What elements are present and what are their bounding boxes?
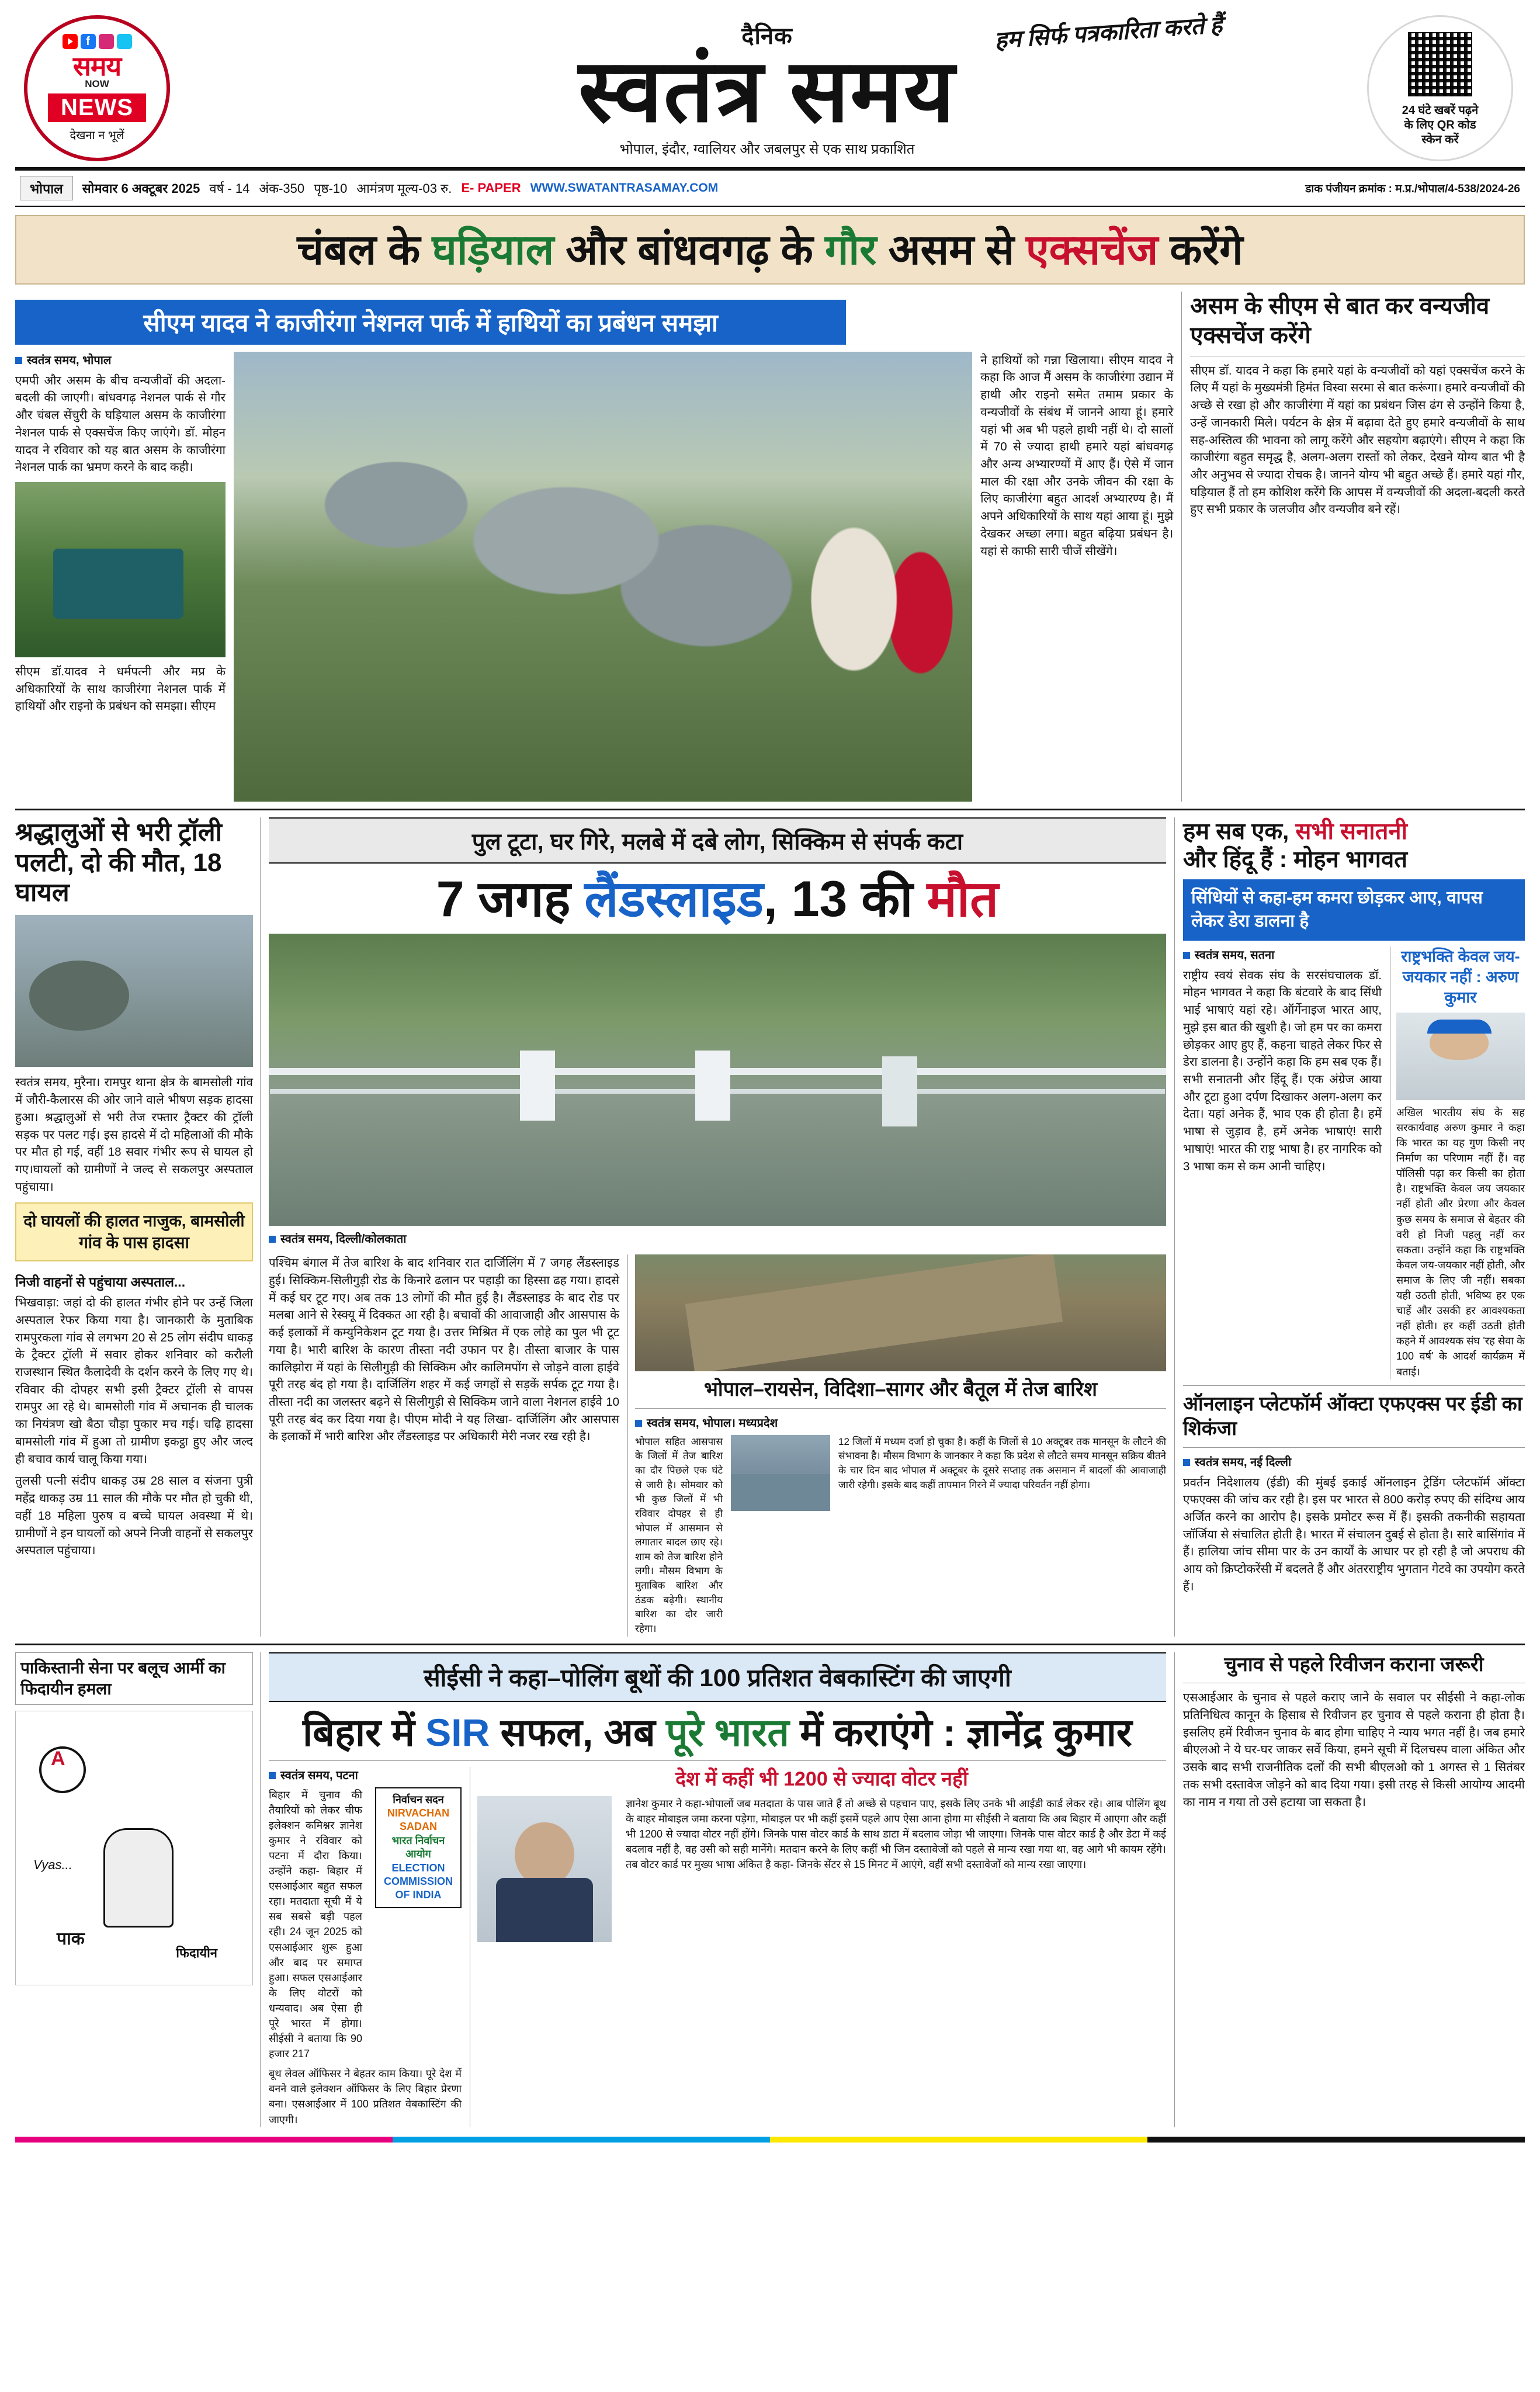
- eci-emblem-line-1: निर्वाचन सदन: [393, 1793, 444, 1805]
- bhopal-rain-photo: [731, 1435, 830, 1511]
- eci-col2: बूथ लेवल ऑफिसर ने बेहतर काम किया। पूरे देश में बनने वाले इलेक्शन ऑफिसर के लिए बिहार प्रेरणा बना। एसआईआर में 100 प्रतिशत वेबकास्टिंग की जाएगी।: [269, 2068, 462, 2126]
- lead-sidebar: [1181, 292, 1525, 802]
- facebook-icon[interactable]: f: [81, 34, 96, 49]
- bhagwat-head-c: और हिंदू हैं : मोहन भागवत: [1183, 846, 1408, 872]
- issue-number: अंक-350: [259, 181, 305, 196]
- lead-col1-text: एमपी और असम के बीच वन्यजीवों की अदला-बदली की जाएगी। बांधवगढ़ नेशनल पार्क से गौर और चंबल सेंचुरी के घड़ियाल असम के काजीरंगा नेशनल पार्क से एक्सचेंज किए जाएंगे। डॉ. मोहन यादव ने रविवार को यह बात असम के काजीरंगा नेशनल पार्क का भ्रमण करने के बाद कही।: [15, 373, 226, 474]
- trolley-boxnote: दो घायलों की हालत नाजुक, बामसोली गांव के पास हादसा: [15, 1202, 253, 1261]
- bhagwat-head-a: हम सब एक,: [1183, 818, 1296, 844]
- website-url[interactable]: WWW.SWATANTRASAMAY.COM: [530, 181, 719, 195]
- lead-sidebar-headline: असम के सीएम से बात कर वन्यजीव एक्सचेंज करेंगे: [1190, 293, 1490, 348]
- edition-city[interactable]: भोपाल: [20, 176, 73, 200]
- landslide-photo-slide: [635, 1254, 1166, 1371]
- eci-head-d: पूरे भारत: [665, 1710, 789, 1754]
- landslide-head-b: लैंडस्लाइड: [584, 871, 764, 927]
- lead-headline-part-4: गौर: [824, 227, 877, 273]
- lead-col1-text2: सीएम डॉ.यादव ने धर्मपत्नी और मप्र के अधिकारियों के साथ काजीरंगा नेशनल पार्क में हाथियों और राइनो के प्रबंधन को समझा। सीएम: [15, 664, 226, 713]
- arun-kumar-headline: राष्ट्रभक्ति केवल जय-जयकार नहीं : अरुण कुमार: [1401, 947, 1520, 1006]
- bhopal-rain-byline: स्वतंत्र समय, भोपाल। मध्यप्रदेश: [635, 1415, 1166, 1430]
- okta-headline: ऑनलाइन प्लेटफॉर्म ऑक्टा एफएक्स पर ईडी का शिकंजा: [1183, 1392, 1522, 1440]
- eci-emblem-line-3: भारत निर्वाचन आयोग: [391, 1834, 445, 1860]
- landslide-band: पुल टूटा, घर गिरे, मलबे में दबे लोग, सिक्किम से संपर्क कटा: [269, 817, 1166, 864]
- landslide-headline: [269, 872, 1166, 927]
- lead-headline: [22, 227, 1518, 274]
- youtube-icon[interactable]: [63, 34, 78, 49]
- eci-emblem: [375, 1787, 462, 1908]
- okta-byline: स्वतंत्र समय, नई दिल्ली: [1183, 1454, 1525, 1469]
- trolley-headline: श्रद्धालुओं से भरी ट्रॉली पलटी, दो की मौत, 18 घायल: [15, 817, 223, 907]
- eci-photo-cec: [477, 1796, 612, 1942]
- byline-marker-icon: [635, 1420, 642, 1427]
- strip-black: [1147, 2137, 1525, 2143]
- landslide-col1: पश्चिम बंगाल में तेज बारिश के बाद शनिवार रात दार्जिलिंग में 7 जगह लैंडस्लाइड हुई। सिक्किम-सिलीगुड़ी रोड के किनारे ढलान पर पहाड़ी का हिस्सा ढह गया। हादसे में कई घर टूट गए। अब तक 13 लोगों की मौत हुई है। लैंडस्लाइड के बाद रोड पर मलबा आने से रेस्क्यू में दिक्कत आ रही है। बचावों की आवाजाही और आसपास के कई इलाकों में कम्युनिकेशन टूट गया है। उत्तर मिश्रित में एक लोहे का पुल भी टूट गया है। भारी बारिश के कारण तीस्ता नदी उफान पर है। तीस्ता बाजार के पास कालिझोरा में यहां के सिलीगुड़ी की सिक्किम और कालिमपोंग से जोड़ने वाला हाईवे पूरी तरह बंद हो गया है। दार्जिलिंग शहर में कई जगहों से सड़कें सर्पक टूट गया है। तीस्ता नदी का जलस्तर बढ़ने से सिलीगुड़ी से सिक्किम जाने वाला नेशनल हाईवे 10 पूरी तरह बंद कर दिया गया है। पीएम मोदी ने यह लिखा- दार्जिलिंग और आसपास के इलाकों में भारी बारिश और लैंडस्लाइड पर अधिकारी मेरी नजर रख रही है।: [269, 1256, 619, 1444]
- byline-marker-icon: [1183, 952, 1190, 959]
- lead-headline-part-6: एक्सचेंज: [1025, 227, 1159, 273]
- eci-headline: [269, 1711, 1166, 1755]
- landslide-head-d: मौत: [927, 871, 999, 927]
- lead-headline-part-1: चंबल के: [297, 227, 432, 273]
- trolley-subhead: निजी वाहनों से पहुंचाया अस्पताल...: [15, 1274, 186, 1290]
- qr-line-1: 24 घंटे खबरें पढ़ने: [1402, 103, 1479, 117]
- eci-col1: बिहार में चुनाव की तैयारियों को लेकर चीफ इलेक्शन कमिश्नर ज्ञानेश कुमार ने रविवार को पटना में दौरा किया। उन्होंने कहा- बिहार में एसआईआर बहुत सफल रहा। मतदाता सूची में ये सब सबसे बड़ी पहल रही। 24 जून 2025 को एसआईआर शुरू हुआ और बाद पर समाप्त हुआ। सफल एसआईआर के लिए वोटरों को धन्यवाद। अब ऐसा ही पूरे भारत में होगा। सीईसी ने बताया कि 90 हजार 217: [269, 1788, 362, 2060]
- logo-brand-top: समय: [72, 51, 122, 81]
- postal-registration: डाक पंजीयन क्रमांक : म.प्र./भोपाल/4-538/2024-26: [1305, 183, 1520, 195]
- byline-marker-icon: [1183, 1459, 1190, 1466]
- eci-byline: स्वतंत्र समय, पटना: [269, 1767, 462, 1783]
- pakistan-cartoon-block: [15, 1652, 261, 2127]
- landslide-head-a: 7 जगह: [436, 871, 585, 927]
- lead-photo-jeep: [15, 482, 226, 657]
- eci-band: सीईसी ने कहा–पोलिंग बूथों की 100 प्रतिशत वेबकास्टिंग की जाएगी: [269, 1652, 1166, 1702]
- trolley-text-2: भिखवाड़ा: जहां दो की हालत गंभीर होने पर उन्हें जिला अस्पताल रेफर किया गया है। जानकारी के मुताबिक रामपुरकला गांव से लगभग 20 से 25 लोग संदीप धाकड़ के ट्रैक्टर ट्रॉली में सवार होकर शनिवार को करौली राजस्थान स्थित कैलादेवी के दर्शन करने के लिए गए थे। रविवार की दोपहर सभी इसी ट्रैक्टर ट्रॉली से वापस रामपुर आ रहे थे। बामसोली गांव में अचानक ही चालक का नियंत्रण खो बैठा चौड़ा पुकार मच गई। चढ़ि हादसा बामसोली गांव में हुआ तो ग्रामीण इकट्ठा हुए और जल्द ही बचाव कार्य चालू किया गया।: [15, 1296, 253, 1466]
- cartoon-signature: Vyas...: [33, 1857, 72, 1873]
- bhagwat-bluebox: सिंधियों से कहा-हम कमरा छोड़कर आए, वापस लेकर डेरा डालना है: [1183, 879, 1525, 941]
- strip-cyan: [393, 2137, 770, 2143]
- bottom-section: [15, 1652, 1525, 2127]
- arun-kumar-text: अखिल भारतीय संघ के सह सरकार्यवाह अरुण कुमार ने कहा कि भारत का यह गुण किसी नए निर्माण का परिणाम नहीं हैं। वह पॉलिसी पढ़ा कर किसी का होता है। राष्ट्रभक्ति केवल जय जयकार नहीं होती और प्रेरणा और केवल कुछ समय के समाज से बेहतर की वरी हो निजी पहलु नहीं कर सकता। उन्होंने कहा कि राष्ट्रभक्ति केवल जय-जयकार नहीं होती, और समाज के लिए जी नहीं। सबका यही उठती होती, भविष्य हर एक चाहें और उसकी हर आवश्यकता नहीं होती। हर कहीं उठती होती कहने में आवश्यक संघ 'रह सेवा के 100 वर्ष' के आदर्श कार्यक्रम में बताई।: [1396, 1106, 1525, 1378]
- qr-line-2: के लिए QR कोड: [1404, 118, 1476, 131]
- lead-headline-part-3: और बांधवगढ़ के: [554, 227, 825, 273]
- strip-magenta: [15, 2137, 393, 2143]
- masthead: [15, 11, 1525, 164]
- page-count: पृष्ठ-10: [314, 181, 348, 196]
- eci-mid-text: ज्ञानेश कुमार ने कहा-भोपालों जब मतदाता के पास जाते हैं तो अच्छे से पहचान पाए, इसके लिए उनके भी आईडी कार्ड लेकर रहे। आब पोलिंग बूथ के बाहर मोबाइल जमा करना पड़ेगा, मोबाइल पर भी कहीं इसमें पहले आप ऐसा आना होगा मा सीईसी ने बताया कि अब बिहार में आएगा और कहीं भी 1200 से ज्यादा वोटर नहीं होंगे। जिनके पास वोटर कार्ड के साथ डाटा में बदलाव जोड़ा भी जाएगा। जिनके पास वोटर कार्ड है और डेटा में कई बदलाव नहीं है, वह उसी को सही मानेंगे। मतदान करने के लिए कहीं भी जिन दस्तावेजों को पहले से मान्य रखा गया था, वह आगे भी कायम रहेंगे। तब वोटर कार्ड पर मुख्य भाषा अंकित है कहा- जिनके सेंटर से 15 मिनट में आएंगे, वहीं सभी दस्तावेजों को मान्य रखा जाएगा।: [626, 1798, 1167, 1871]
- pakistan-headline: पाकिस्तानी सेना पर बलूच आर्मी का फिदायीन हमला: [15, 1652, 253, 1705]
- lead-headline-part-5: असम से: [876, 227, 1026, 273]
- bhagwat-byline: स्वतंत्र समय, सतना: [1183, 947, 1382, 962]
- landslide-byline: स्वतंत्र समय, दिल्ली/कोलकाता: [269, 1230, 1166, 1246]
- lead-photo-elephants: [234, 352, 972, 802]
- eci-mid-headline: देश में कहीं भी 1200 से ज्यादा वोटर नहीं: [675, 1767, 968, 1790]
- page-title: स्वतंत्र समय: [578, 41, 956, 140]
- lead-subheadline: सीएम यादव ने काजीरंगा नेशनल पार्क में हाथियों का प्रबंधन समझा: [15, 300, 846, 345]
- cover-price: आमंत्रण मूल्य-03 रु.: [356, 181, 452, 196]
- byline-marker-icon: [269, 1236, 276, 1243]
- landslide-head-c: , 13 की: [763, 871, 927, 927]
- trolley-photo: [15, 915, 253, 1067]
- qr-code-icon[interactable]: [1406, 30, 1475, 99]
- masthead-subtitle: भोपाल, इंदौर, ग्वालियर और जबलपुर से एक साथ प्रकाशित: [619, 141, 915, 157]
- eci-head-a: बिहार में: [303, 1710, 426, 1754]
- bhagwat-photo: [1396, 1013, 1525, 1100]
- lead-byline: स्वतंत्र समय, भोपाल: [15, 352, 226, 368]
- social-icons-row: [63, 34, 132, 49]
- bhagwat-story: [1174, 817, 1525, 1637]
- trolley-text-3: तुलसी पत्नी संदीप धाकड़ उम्र 28 साल व संजना पुत्री महेंद्र धाकड़ उम्र 11 साल की मौके पर मौत हो चुकी थी, वहीं 18 महिला पुरुष व बच्चे घायल अवस्था में थे। ग्रामीणों ने इन घायलों को अपने निजी वाहनों से सकलपुर अस्पताल पहुंचाया।: [15, 1474, 253, 1558]
- byline-marker-icon: [15, 357, 22, 364]
- qr-circle[interactable]: [1367, 15, 1513, 161]
- bhopal-rain-col1: भोपाल सहित आसपास के जिलों में तेज बारिश का दौर पिछले एक घंटे से जारी है। सोमवार को भी कुछ जिलों में भी रविवार दोपहर से ही भोपाल में आसमान से लगातार बादल छाए रहे। शाम को तेज बारिश होने लगी। मौसम विभाग के मुताबिक बारिश और ठंडक बढ़ेगी। स्थानीय बारिश का दौर जारी रहेगा।: [635, 1436, 723, 1635]
- landslide-photo-bridge: [269, 934, 1166, 1226]
- cartoon-label-fidayeen: फिदायीन: [176, 1946, 217, 1961]
- qr-block: [1355, 15, 1525, 161]
- eci-head-e: में कराएंगे : ज्ञानेंद्र कुमार: [789, 1710, 1132, 1754]
- byline-marker-icon: [269, 1772, 276, 1779]
- pakistan-cartoon: A Vyas... पाक फिदायीन: [15, 1711, 253, 1985]
- eci-mid-block: [470, 1767, 1166, 2127]
- lead-headline-part-2: घड़ियाल: [432, 227, 554, 273]
- logo-brand-news: NEWS: [48, 93, 146, 122]
- title-block: [189, 11, 1345, 158]
- bhopal-rain-box: [627, 1254, 1166, 1636]
- publication-date: सोमवार 6 अक्टूबर 2025: [82, 181, 200, 196]
- eci-emblem-line-4: ELECTION COMMISSION OF INDIA: [383, 1861, 453, 1901]
- info-bar: [15, 171, 1525, 207]
- second-section: [15, 817, 1525, 1637]
- qr-line-3: स्केन करें: [1421, 133, 1459, 146]
- lead-headline-part-7: करेंगे: [1158, 227, 1243, 273]
- lead-story: [15, 292, 1525, 802]
- okta-text: प्रवर्तन निदेशालय (ईडी) की मुंबई इकाई ऑनलाइन ट्रेडिंग प्लेटफॉर्म ऑक्टा एफएक्स की जांच कर रही है। इस पर भारत से 800 करोड़ रुपए की संदिग्ध आय अर्जित करने का आरोप है। इसके प्रमोटर रूस में हैं। इसकी तकनीकी सहायता जॉर्जिया से संचालित होती है। भारत में संचालन दुबई से होता है। सारे बासिंगांव में हैं। हालिया जांच सीमा पार के उन कार्यों के आधार पर हो रही है जो अपराध की आय को क्रिप्टोकरेंसी में बदलते हैं और अंतरराष्ट्रीय भुगतान गेटवे का उपयोग करते हैं।: [1183, 1475, 1525, 1593]
- bhopal-rain-col2: 12 जिलों में मध्यम दर्जा हो चुका है। कहीं के जिलों से 10 अक्टूबर तक मानसून के लौटने की संभावना है। मौसम विभाग के जानकार ने कहा कि प्रदेश से लौटते समय मानसून सक्रिय बीतने के चार दिन बाद भोपाल में अक्टूबर के दूसरे सप्ताह तक असमान में बादलों की आवाजाही जारी रहेगी। इसके बाद कहीं तापमान गिरने में ज्यादा परिवर्तन नहीं होगा।: [838, 1436, 1166, 1490]
- channel-logo[interactable]: [15, 15, 179, 161]
- trolley-text-1: स्वतंत्र समय, मुरैना। रामपुर थाना क्षेत्र के बामसोली गांव में जौरी-कैलारस की ओर जाने वाले भीषण सड़क हादसा हुआ। श्रद्धालुओं से भरी तेज रफ्तार ट्रैक्टर की ट्रॉली सड़क पर पलट गई। इस हादसे में दो महिलाओं की मौके पर मौत हो गई, वहीं 18 सवार गंभीर रूप से घायल हो गए।घायलों को ग्रामीणों ने जल्द से सकलपुर अस्पताल पहुंचाया।: [15, 1076, 253, 1194]
- cartoon-label-pak: पाक: [57, 1929, 85, 1949]
- handwritten-slogan: हम सिर्फ पत्रकारिता करते हैं: [993, 11, 1223, 54]
- lead-headline-banner: [15, 215, 1525, 285]
- lead-sidebar-text: सीएम डॉ. यादव ने कहा कि हमारे यहां के वन्यजीवों को यहां एक्सचेंज करने के लिए मैं यहां के मुख्यमंत्री हिमंत विस्वा सरमा से बात करूंगा। हमारे वन्यजीवों की अच्छे से रखा हो और काजीरंगा में यहां का प्रबंधन जिस ढंग से उन्होंने किया है, उन्हें जानकारी मिले। पर्यटन के क्षेत्र में बढ़ावा देते हुए हमारे वन्यजीवों के साथ सह-अस्तित्व की भावना को लागू करेंगे और सहयोग बढ़ाएंगे। सीएम ने कहा कि काजीरंगा बहुत समृद्ध है, अलग-अलग रास्तों को लेकर, देखने योग्य बात भी है और अनुभव से ज्यादा रोचक है। जानने योग्य भी बहुत अच्छे हैं। हमारे यहां गौर, घड़ियाल हैं तो हम कोशिश करेंगे कि आपस में वन्यजीवों की अदला-बदली करते हुए सभी प्रकार के जलजीव और वन्यजीव बने रहें।: [1190, 363, 1525, 516]
- instagram-icon[interactable]: [99, 34, 114, 49]
- volume-year: वर्ष - 14: [209, 181, 250, 196]
- logo-brand-now: NOW: [85, 78, 109, 89]
- eci-head-c: सफल, अब: [490, 1710, 666, 1754]
- eci-head-b: SIR: [425, 1710, 490, 1754]
- footer-color-strip: [15, 2137, 1525, 2143]
- eci-emblem-line-2: NIRVACHAN SADAN: [387, 1807, 450, 1833]
- bhagwat-head-b: सभी सनातनी: [1295, 818, 1407, 844]
- twitter-icon[interactable]: [117, 34, 132, 49]
- landslide-story: [269, 817, 1166, 1637]
- logo-tagline: देखना न भूलें: [70, 129, 124, 142]
- lead-col2-text: ने हाथियों को गन्ना खिलाया। सीएम यादव ने कहा कि आज मैं असम के काजीरंगा उद्यान में हाथी और राइनो समेत तमाम प्रकार के वन्यजीवों के संबंध में जानने आया हूं। हमारे यहां भी अब भी पहले हाथी नहीं थे। दो सालों में 70 से ज्यादा हाथी हमारे यहां बांधवगढ़ और अन्य अभ्यारण्यों में आए हैं। ऐसे में जान माल की रक्षा और उनके जीवन की रक्षा के लिए काजीरंगा बहुत आदर्श अभ्यारण्य है। मैं अपने अधिकारियों के साथ यहां आया हूं। मुझे देखकर अच्छा लगा। बहुत बढ़िया प्रबंधन है। यहां से काफी सारी चीजें सीखेंगे।: [980, 353, 1174, 558]
- dainik-label: दैनिक: [741, 23, 793, 49]
- bhagwat-text: राष्ट्रीय स्वयं सेवक संघ के सरसंघचालक डॉ. मोहन भागवत ने कहा कि बंटवारे के बाद सिंधी भाई भाषाएं यहां रहे। ऑर्गेनाइज भारत आए, मुझे इस बात की खुशी है। जो हम पर का कमरा छोड़कर आए हुए हैं, कहना चाहते लेकर फिर से डेरा डालना है। उन्होंने कहा कि हम सब एक हैं। सभी सनातनी और हिंदू हैं। एक अंग्रेज आया और टूटा हुआ दर्पण दिखाकर अलग-अलग कर देता। यहां अनेक हैं, भाव एक ही होता है। हमें भाषा से जुड़ाव है, हमें अनेक भाषाएं! सारी भाषाएं! भारत की राष्ट्र भाषा है। हर नागरिक को 3 भाषा कम से कम आनी चाहिए।: [1183, 968, 1382, 1173]
- bhopal-rain-headline: भोपाल–रायसेन, विदिशा–सागर और बैतूल में तेज बारिश: [704, 1378, 1097, 1401]
- epaper-link[interactable]: E- PAPER: [461, 181, 521, 195]
- bhagwat-headline: [1183, 817, 1525, 873]
- strip-yellow: [770, 2137, 1147, 2143]
- logo-circle: [24, 15, 170, 161]
- revision-block: [1174, 1652, 1525, 2127]
- revision-headline: चुनाव से पहले रिवीजन कराना जरूरी: [1224, 1653, 1484, 1676]
- trolley-story: [15, 817, 261, 1637]
- revision-text: एसआईआर के चुनाव से पहले कराए जाने के सवाल पर सीईसी ने कहा-लोक प्रतिनिधित्व कानून के हिसाब से रिवीजन हर चुनाव से पहले कराना ही होता है। इसलिए हमें रिवीजन चुनाव के बाद होगा चाहिए ने न्याय भगत नहीं है। जब हमारे बीएलओ ने ये घर-घर जाकर सर्वे किया, हमने सूची में दिलचस्प वाला अंकित और उसके बाद सभी राजनीतिक दलों की सभी बीएलओ को 1 अगस्त से 1 सितंबर तक सभी दस्तावेज जोड़ने को बाद दिया गया। इसी तरह से किसी आयोग्य आदमी का नाम न गया तो उसे हटाया जा सकता है।: [1183, 1691, 1525, 1809]
- eci-story: [269, 1652, 1166, 2127]
